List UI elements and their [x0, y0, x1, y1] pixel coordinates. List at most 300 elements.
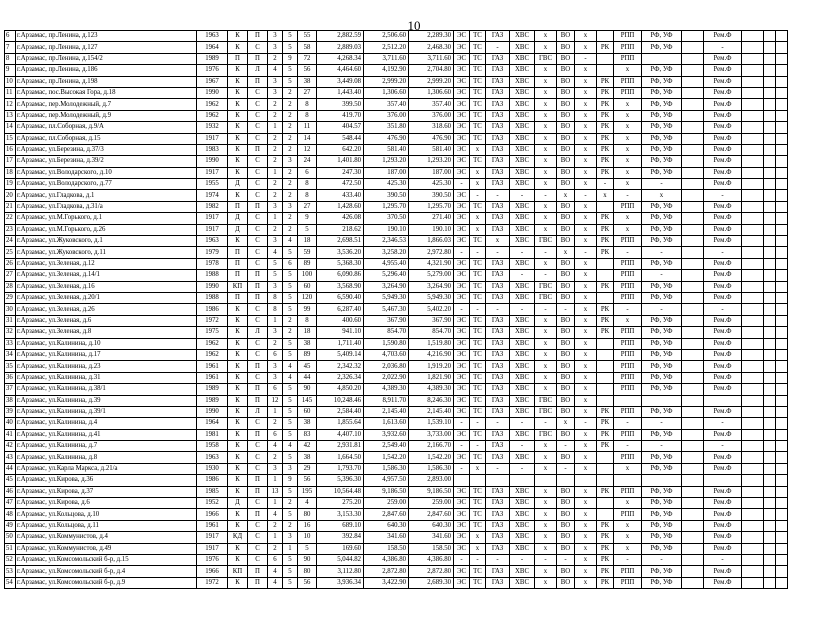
table-cell: ТС: [470, 156, 486, 167]
table-cell: 5,368.30: [317, 258, 364, 269]
table-cell: -: [575, 53, 597, 64]
table-cell: Рем.Ф: [704, 327, 742, 338]
table-cell: П: [248, 76, 268, 87]
table-row: [5, 292, 788, 303]
table-cell: 5: [283, 384, 298, 395]
table-cell: х: [535, 167, 557, 178]
table-cell: г.Арзамас, ул.Калинина, д.39: [16, 395, 197, 406]
table-cell: [682, 554, 704, 565]
table-cell: РК: [597, 543, 614, 554]
table-cell: 1917: [197, 532, 228, 543]
table-cell: 1,293.20: [364, 156, 409, 167]
table-cell: -: [575, 190, 597, 201]
table-cell: 58: [298, 42, 317, 53]
table-cell: РК: [597, 110, 614, 121]
table-cell: г.Арзамас, ул.Кирова, д.37: [16, 486, 197, 497]
table-cell: ТС: [470, 99, 486, 110]
table-cell: ВО: [557, 53, 575, 64]
table-cell: [682, 509, 704, 520]
table-cell: 2: [283, 167, 298, 178]
table-cell: Д: [228, 213, 248, 224]
table-cell: Рем.Ф: [704, 463, 742, 474]
table-cell: 14: [298, 133, 317, 144]
table-cell: 376.00: [364, 110, 409, 121]
table-cell: РПП: [614, 31, 642, 42]
table-cell: КП: [228, 566, 248, 577]
table-cell: РК: [597, 304, 614, 315]
table-cell: 1986: [197, 475, 228, 486]
table-cell: [764, 247, 776, 258]
table-cell: К: [228, 361, 248, 372]
table-cell: 3: [268, 361, 283, 372]
table-cell: г.Арзамас, ул.Березина, д.39/2: [16, 156, 197, 167]
table-cell: х: [614, 156, 642, 167]
table-cell: С: [248, 463, 268, 474]
table-cell: ВО: [557, 31, 575, 42]
table-cell: 42: [5, 441, 16, 452]
table-cell: Рем.Ф: [704, 53, 742, 64]
table-cell: 433.40: [317, 190, 364, 201]
table-cell: [764, 42, 776, 53]
table-cell: ХВС: [510, 156, 535, 167]
table-cell: [742, 463, 764, 474]
table-cell: 6: [268, 384, 283, 395]
table-cell: 1963: [197, 236, 228, 247]
table-cell: К: [228, 543, 248, 554]
table-row: [5, 76, 788, 87]
table-cell: 1985: [197, 486, 228, 497]
table-cell: 120: [298, 292, 317, 303]
table-cell: 3: [268, 281, 283, 292]
table-cell: 34: [5, 349, 16, 360]
table-cell: 45: [298, 361, 317, 372]
table-cell: -: [614, 418, 642, 429]
table-cell: К: [228, 384, 248, 395]
table-cell: ВО: [557, 213, 575, 224]
table-row: [5, 543, 788, 554]
table-row: [5, 463, 788, 474]
table-cell: [776, 532, 788, 543]
table-cell: х: [575, 349, 597, 360]
table-cell: 15: [5, 133, 16, 144]
table-cell: РФ, УФ: [642, 258, 682, 269]
table-cell: РФ, УФ: [642, 384, 682, 395]
table-cell: РПП: [614, 270, 642, 281]
table-cell: 3,932.60: [364, 429, 409, 440]
table-cell: Рем.Ф: [704, 577, 742, 588]
table-cell: 5: [283, 304, 298, 315]
table-cell: РФ, УФ: [642, 167, 682, 178]
table-cell: 3: [268, 31, 283, 42]
table-cell: г.Арзамас, пер.Молодежный, д.9: [16, 110, 197, 121]
table-cell: [742, 236, 764, 247]
table-cell: г.Арзамас, пр.Ленина, д.127: [16, 42, 197, 53]
table-cell: Рем.Ф: [704, 543, 742, 554]
table-cell: 5: [283, 349, 298, 360]
table-cell: 12: [268, 395, 283, 406]
table-cell: С: [248, 122, 268, 133]
table-cell: 47: [5, 498, 16, 509]
table-cell: ЭС: [454, 258, 470, 269]
table-row: [5, 270, 788, 281]
table-cell: х: [614, 133, 642, 144]
table-cell: [764, 532, 776, 543]
table-cell: 425.30: [364, 179, 409, 190]
table-cell: х: [575, 87, 597, 98]
table-cell: 83: [298, 429, 317, 440]
table-cell: ТС: [470, 384, 486, 395]
table-cell: 60: [298, 281, 317, 292]
table-cell: 2,549.40: [364, 441, 409, 452]
table-cell: ХВС: [510, 509, 535, 520]
table-cell: -: [704, 304, 742, 315]
table-cell: ХВС: [510, 213, 535, 224]
table-cell: [776, 144, 788, 155]
table-cell: Д: [228, 179, 248, 190]
table-cell: 2: [268, 190, 283, 201]
table-cell: [614, 395, 642, 406]
table-cell: -: [575, 418, 597, 429]
table-cell: [742, 201, 764, 212]
table-cell: х: [535, 349, 557, 360]
table-cell: П: [228, 292, 248, 303]
table-cell: х: [575, 258, 597, 269]
table-cell: 1917: [197, 224, 228, 235]
table-cell: х: [557, 418, 575, 429]
table-cell: [776, 190, 788, 201]
table-cell: П: [228, 201, 248, 212]
page-number: 10: [407, 18, 421, 33]
table-cell: г.Арзамас, ул.Калинина, д.10: [16, 338, 197, 349]
table-cell: 158.50: [409, 543, 454, 554]
table-cell: х: [535, 179, 557, 190]
table-cell: 3,449.08: [317, 76, 364, 87]
table-cell: 1972: [197, 315, 228, 326]
table-cell: ЭС: [454, 509, 470, 520]
table-cell: [764, 509, 776, 520]
table-cell: х: [575, 167, 597, 178]
table-cell: [742, 122, 764, 133]
table-cell: 259.00: [409, 498, 454, 509]
table-cell: К: [228, 406, 248, 417]
table-cell: [742, 156, 764, 167]
table-cell: С: [248, 532, 268, 543]
table-cell: г.Арзамас, ул.Жуковского, д.11: [16, 247, 197, 258]
table-cell: [682, 577, 704, 588]
table-cell: К: [228, 520, 248, 531]
table-cell: 4,955.40: [364, 258, 409, 269]
table-cell: 472.50: [317, 179, 364, 190]
table-cell: РФ, УФ: [642, 566, 682, 577]
table-cell: -: [614, 247, 642, 258]
table-cell: 1966: [197, 509, 228, 520]
table-cell: Л: [248, 327, 268, 338]
table-cell: 2: [268, 224, 283, 235]
table-cell: -: [557, 441, 575, 452]
table-cell: К: [228, 475, 248, 486]
table-cell: [682, 566, 704, 577]
table-cell: ГАЗ: [486, 349, 510, 360]
table-cell: П: [248, 281, 268, 292]
table-cell: 19: [5, 179, 16, 190]
table-cell: х: [614, 543, 642, 554]
table-row: [5, 566, 788, 577]
table-cell: 38: [5, 395, 16, 406]
table-cell: 2,882.59: [317, 31, 364, 42]
table-cell: С: [248, 304, 268, 315]
table-cell: Рем.Ф: [704, 156, 742, 167]
table-cell: РК: [597, 213, 614, 224]
table-cell: 1986: [197, 304, 228, 315]
table-cell: 1983: [197, 144, 228, 155]
table-cell: [597, 338, 614, 349]
table-cell: ВО: [557, 543, 575, 554]
table-cell: ВО: [557, 144, 575, 155]
table-cell: ТС: [470, 133, 486, 144]
table-cell: -: [510, 247, 535, 258]
table-cell: [764, 543, 776, 554]
table-cell: Рем.Ф: [704, 179, 742, 190]
table-cell: РПП: [614, 361, 642, 372]
table-cell: ТС: [470, 65, 486, 76]
table-cell: [776, 395, 788, 406]
table-cell: г.Арзамас, пр.Ленина, д.123: [16, 31, 197, 42]
table-cell: ЭС: [454, 87, 470, 98]
table-cell: х: [575, 213, 597, 224]
table-cell: [776, 441, 788, 452]
table-cell: х: [535, 463, 557, 474]
table-cell: П: [248, 384, 268, 395]
table-cell: ГАЗ: [486, 133, 510, 144]
table-cell: 5: [283, 418, 298, 429]
table-cell: 5: [283, 406, 298, 417]
table-cell: [776, 338, 788, 349]
table-cell: 3,258.20: [364, 247, 409, 258]
table-cell: [597, 395, 614, 406]
table-cell: [776, 463, 788, 474]
table-cell: 5: [283, 486, 298, 497]
table-cell: ХВС: [510, 429, 535, 440]
table-cell: [742, 315, 764, 326]
table-cell: [682, 133, 704, 144]
table-cell: ХВС: [510, 327, 535, 338]
table-cell: [597, 498, 614, 509]
table-cell: 2,931.81: [317, 441, 364, 452]
table-cell: ТС: [470, 406, 486, 417]
table-cell: х: [575, 201, 597, 212]
table-cell: 27: [298, 201, 317, 212]
table-cell: [764, 338, 776, 349]
table-cell: С: [248, 224, 268, 235]
table-cell: ГВС: [535, 395, 557, 406]
table-cell: РФ, УФ: [642, 532, 682, 543]
table-cell: 3: [268, 201, 283, 212]
table-cell: 1961: [197, 372, 228, 383]
table-cell: х: [470, 167, 486, 178]
table-cell: 4,389.30: [364, 384, 409, 395]
table-row: [5, 349, 788, 360]
table-cell: Рем.Ф: [704, 406, 742, 417]
table-cell: 5: [298, 224, 317, 235]
table-cell: 1,711.40: [317, 338, 364, 349]
table-cell: ЭС: [454, 65, 470, 76]
table-cell: -: [454, 554, 470, 565]
table-cell: -: [486, 304, 510, 315]
table-cell: х: [535, 65, 557, 76]
table-cell: [742, 179, 764, 190]
table-cell: х: [535, 144, 557, 155]
table-row: [5, 520, 788, 531]
table-cell: П: [248, 201, 268, 212]
table-cell: П: [248, 395, 268, 406]
table-cell: [682, 76, 704, 87]
table-cell: 18: [5, 167, 16, 178]
table-cell: -: [535, 270, 557, 281]
table-cell: К: [228, 167, 248, 178]
table-cell: -: [557, 554, 575, 565]
table-cell: [776, 122, 788, 133]
table-cell: х: [535, 338, 557, 349]
table-cell: ХВС: [510, 236, 535, 247]
table-cell: 3,936.34: [317, 577, 364, 588]
table-cell: 5: [268, 258, 283, 269]
table-cell: РФ, УФ: [642, 156, 682, 167]
table-cell: х: [614, 498, 642, 509]
table-cell: [597, 384, 614, 395]
table-cell: [742, 42, 764, 53]
table-cell: г.Арзамас, ул.Володарского, д.77: [16, 179, 197, 190]
table-cell: 1: [268, 475, 283, 486]
table-cell: х: [535, 532, 557, 543]
table-cell: 2,512.20: [364, 42, 409, 53]
table-cell: -: [510, 554, 535, 565]
table-cell: ТС: [470, 486, 486, 497]
table-cell: [776, 281, 788, 292]
table-cell: 476.90: [409, 133, 454, 144]
table-cell: [742, 304, 764, 315]
table-cell: 1963: [197, 31, 228, 42]
table-cell: 2,022.90: [364, 372, 409, 383]
table-cell: Рем.Ф: [704, 144, 742, 155]
table-cell: -: [510, 441, 535, 452]
table-cell: 2: [283, 144, 298, 155]
table-cell: К: [228, 463, 248, 474]
table-cell: 6,090.86: [317, 270, 364, 281]
table-cell: [682, 236, 704, 247]
table-cell: 2: [268, 520, 283, 531]
table-cell: К: [228, 418, 248, 429]
table-cell: 38: [298, 418, 317, 429]
table-cell: г.Арзамас, ул.Калинина, д.8: [16, 452, 197, 463]
table-cell: х: [575, 543, 597, 554]
table-cell: -: [454, 463, 470, 474]
table-cell: [776, 520, 788, 531]
table-cell: -: [510, 304, 535, 315]
table-cell: Рем.Ф: [704, 384, 742, 395]
table-cell: х: [535, 99, 557, 110]
table-cell: 5: [283, 65, 298, 76]
table-cell: [614, 475, 642, 486]
table-cell: [535, 475, 557, 486]
table-cell: 1917: [197, 167, 228, 178]
table-cell: [575, 475, 597, 486]
table-cell: ГАЗ: [486, 258, 510, 269]
table-cell: 2,872.80: [409, 566, 454, 577]
table-cell: ТС: [470, 361, 486, 372]
table-cell: 1917: [197, 133, 228, 144]
table-cell: [742, 384, 764, 395]
table-cell: [776, 87, 788, 98]
table-cell: К: [228, 190, 248, 201]
table-cell: 1930: [197, 463, 228, 474]
table-cell: -: [614, 304, 642, 315]
table-cell: 390.50: [409, 190, 454, 201]
table-cell: х: [535, 486, 557, 497]
table-cell: [682, 179, 704, 190]
table-cell: Рем.Ф: [704, 498, 742, 509]
table-row: [5, 87, 788, 98]
table-cell: ЭС: [454, 566, 470, 577]
table-cell: К: [228, 327, 248, 338]
table-cell: 44: [298, 372, 317, 383]
table-cell: 100: [298, 270, 317, 281]
table-cell: П: [248, 566, 268, 577]
table-cell: 6: [268, 554, 283, 565]
table-cell: РПП: [614, 486, 642, 497]
table-cell: г.Арзамас, ул.Жуковского, д.1: [16, 236, 197, 247]
table-cell: РПП: [614, 406, 642, 417]
table-cell: [776, 543, 788, 554]
table-cell: ТС: [470, 338, 486, 349]
table-cell: С: [248, 179, 268, 190]
table-cell: 5,044.82: [317, 554, 364, 565]
table-cell: 1: [268, 213, 283, 224]
table-cell: 1990: [197, 281, 228, 292]
table-cell: 43: [5, 452, 16, 463]
table-cell: 6,590.40: [317, 292, 364, 303]
table-cell: 7: [5, 42, 16, 53]
table-cell: [642, 395, 682, 406]
table-cell: РФ, УФ: [642, 87, 682, 98]
table-cell: [764, 418, 776, 429]
table-cell: [682, 224, 704, 235]
table-cell: [742, 110, 764, 121]
table-cell: [682, 213, 704, 224]
table-cell: ТС: [470, 349, 486, 360]
table-cell: 35: [5, 361, 16, 372]
table-cell: РК: [597, 133, 614, 144]
table-cell: [764, 441, 776, 452]
table-cell: ХВС: [510, 76, 535, 87]
table-cell: К: [228, 372, 248, 383]
table-cell: ХВС: [510, 498, 535, 509]
table-cell: ГАЗ: [486, 224, 510, 235]
table-cell: РФ, УФ: [642, 65, 682, 76]
table-cell: ТС: [470, 452, 486, 463]
table-cell: 1,821.90: [409, 372, 454, 383]
table-cell: г.Арзамас, ул.М.Горького, д.26: [16, 224, 197, 235]
table-row: [5, 281, 788, 292]
table-cell: 8: [298, 315, 317, 326]
table-cell: 169.60: [317, 543, 364, 554]
table-cell: РФ, УФ: [642, 236, 682, 247]
table-cell: ГАЗ: [486, 327, 510, 338]
table-cell: [776, 292, 788, 303]
table-cell: С: [248, 418, 268, 429]
table-cell: РФ, УФ: [642, 281, 682, 292]
table-cell: 4,389.30: [409, 384, 454, 395]
table-cell: [764, 349, 776, 360]
